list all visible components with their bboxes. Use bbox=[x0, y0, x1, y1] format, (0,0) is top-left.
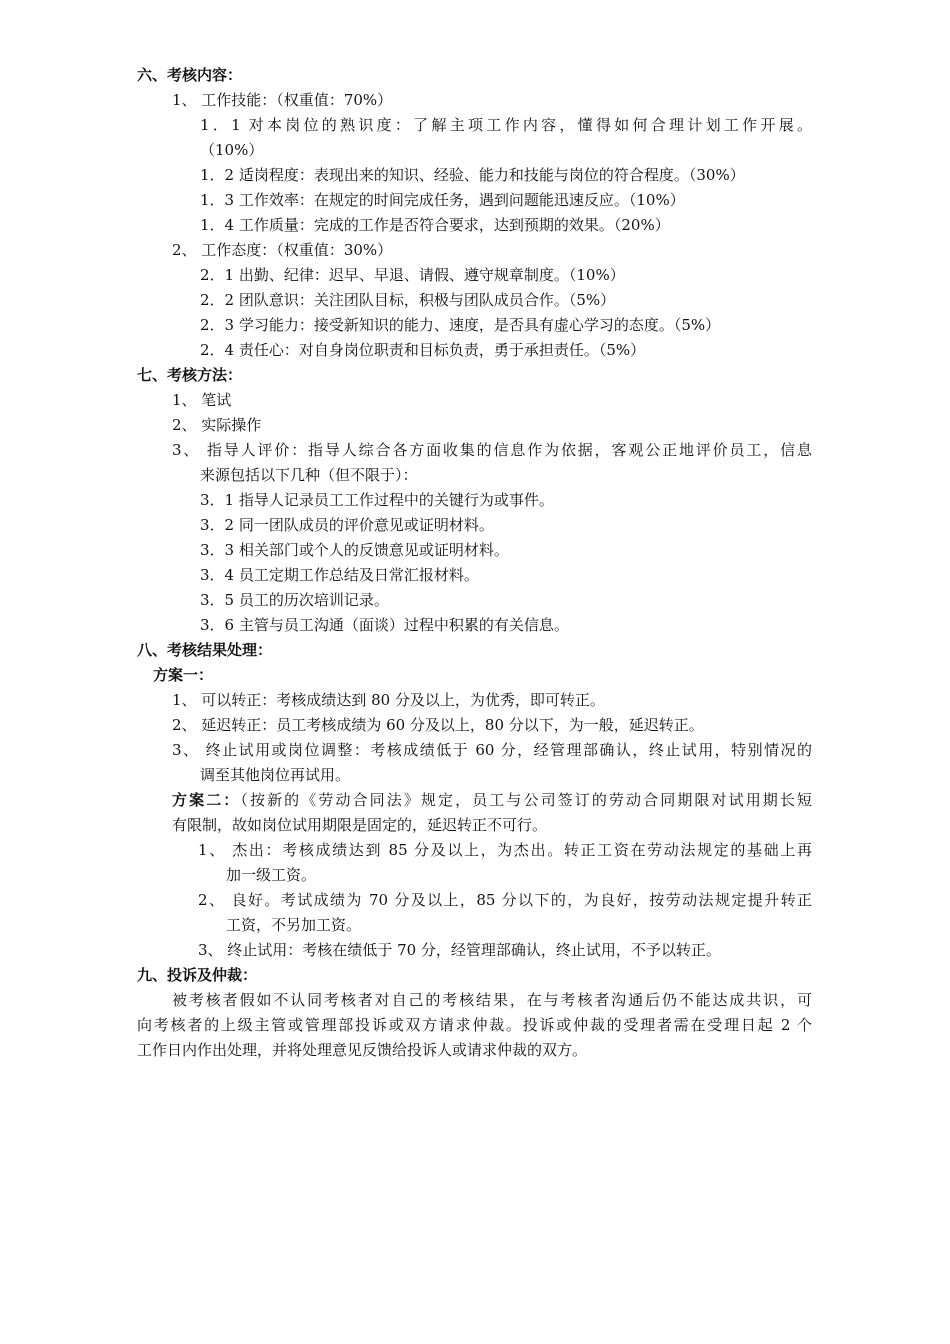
item-6-2-1: 2．1 出勤、纪律：迟早、早退、请假、遵守规章制度。（10%） bbox=[200, 266, 625, 284]
plan-1-item-1: 1、 可以转正：考核成绩达到 80 分及以上，为优秀，即可转正。 bbox=[172, 691, 605, 709]
item-6-2-2: 2．2 团队意识：关注团队目标，积极与团队成员合作。（5%） bbox=[200, 291, 616, 309]
section-9-para-line-1: 被考核者假如不认同考核者对自己的考核结果，在与考核者沟通后仍不能达成共识，可 bbox=[172, 991, 812, 1009]
item-6-1-1-weight: （10%） bbox=[200, 141, 264, 159]
plan-2-item-3: 3、 终止试用：考核在绩低于 70 分，经管理部确认，终止试用，不予以转正。 bbox=[198, 941, 721, 959]
plan-1-item-3: 3、 终止试用或岗位调整：考核成绩低于 60 分，经管理部确认，终止试用，特别情况的 bbox=[172, 741, 812, 759]
plan-2-item-1: 1、 杰出：考核成绩达到 85 分及以上，为杰出。转正工资在劳动法规定的基础上再 bbox=[198, 841, 812, 859]
section-9-para-line-2: 向考核者的上级主管或管理部投诉或双方请求仲裁。投诉或仲裁的受理者需在受理日起 2 个 bbox=[137, 1016, 812, 1034]
item-6-1-3: 1．3 工作效率：在规定的时间完成任务，遇到问题能迅速反应。（10%） bbox=[200, 191, 685, 209]
item-7-3-cont: 来源包括以下几种（但不限于）： bbox=[200, 466, 418, 484]
section-8-heading: 八、考核结果处理： bbox=[137, 641, 273, 659]
item-6-1-1: 1．1 对本岗位的熟识度：了解主项工作内容，懂得如何合理计划工作开展。 bbox=[200, 116, 812, 134]
plan-2-item-2-cont: 工资，不另加工资。 bbox=[226, 916, 362, 934]
item-7-3-4: 3．4 员工定期工作总结及日常汇报材料。 bbox=[200, 566, 479, 584]
item-7-3-1: 3．1 指导人记录员工工作过程中的关键行为或事件。 bbox=[200, 491, 554, 509]
item-7-3-2: 3．2 同一团队成员的评价意见或证明材料。 bbox=[200, 516, 494, 534]
plan-2-item-1-cont: 加一级工资。 bbox=[226, 866, 317, 884]
item-7-3: 3、 指导人评价：指导人综合各方面收集的信息作为依据，客观公正地评价员工，信息 bbox=[172, 441, 812, 459]
item-6-2: 2、 工作态度：（权重值：30%） bbox=[172, 241, 393, 259]
section-7-heading: 七、考核方法： bbox=[137, 366, 243, 384]
plan-2-text: （按新的《劳动合同法》规定，员工与公司签订的劳动合同期限对试用期长短 bbox=[240, 791, 812, 809]
plan-1-item-2: 2、 延迟转正：员工考核成绩为 60 分及以上，80 分以下，为一般，延迟转正。 bbox=[172, 716, 704, 734]
item-6-2-4: 2．4 责任心：对自身岗位职责和目标负责，勇于承担责任。（5%） bbox=[200, 341, 646, 359]
plan-1-label: 方案一： bbox=[153, 666, 214, 684]
section-6-heading: 六、考核内容： bbox=[137, 66, 243, 84]
item-7-3-3: 3．3 相关部门或个人的反馈意见或证明材料。 bbox=[200, 541, 509, 559]
item-6-1-2: 1．2 适岗程度：表现出来的知识、经验、能力和技能与岗位的符合程度。（30%） bbox=[200, 166, 745, 184]
item-7-3-5: 3．5 员工的历次培训记录。 bbox=[200, 591, 389, 609]
plan-2-label: 方案二： bbox=[172, 791, 241, 809]
plan-2-intro bbox=[172, 790, 812, 810]
item-6-1: 1、 工作技能：（权重值：70%） bbox=[172, 91, 393, 109]
item-7-2: 2、 实际操作 bbox=[172, 416, 262, 434]
section-9-heading: 九、投诉及仲裁： bbox=[137, 966, 258, 984]
item-7-1: 1、 笔试 bbox=[172, 391, 232, 409]
plan-2-item-2: 2、 良好。考试成绩为 70 分及以上，85 分以下的，为良好，按劳动法规定提升转正 bbox=[198, 891, 812, 909]
plan-1-item-3-cont: 调至其他岗位再试用。 bbox=[200, 766, 351, 784]
plan-2-intro-cont: 有限制，故如岗位试用期限是固定的，延迟转正不可行。 bbox=[172, 816, 548, 834]
item-6-1-4: 1．4 工作质量：完成的工作是否符合要求，达到预期的效果。（20%） bbox=[200, 216, 670, 234]
section-9-para-line-3: 工作日内作出处理，并将处理意见反馈给投诉人或请求仲裁的双方。 bbox=[137, 1041, 588, 1059]
item-7-3-6: 3．6 主管与员工沟通（面谈）过程中积累的有关信息。 bbox=[200, 616, 569, 634]
item-6-2-3: 2．3 学习能力：接受新知识的能力、速度，是否具有虚心学习的态度。（5%） bbox=[200, 316, 721, 334]
